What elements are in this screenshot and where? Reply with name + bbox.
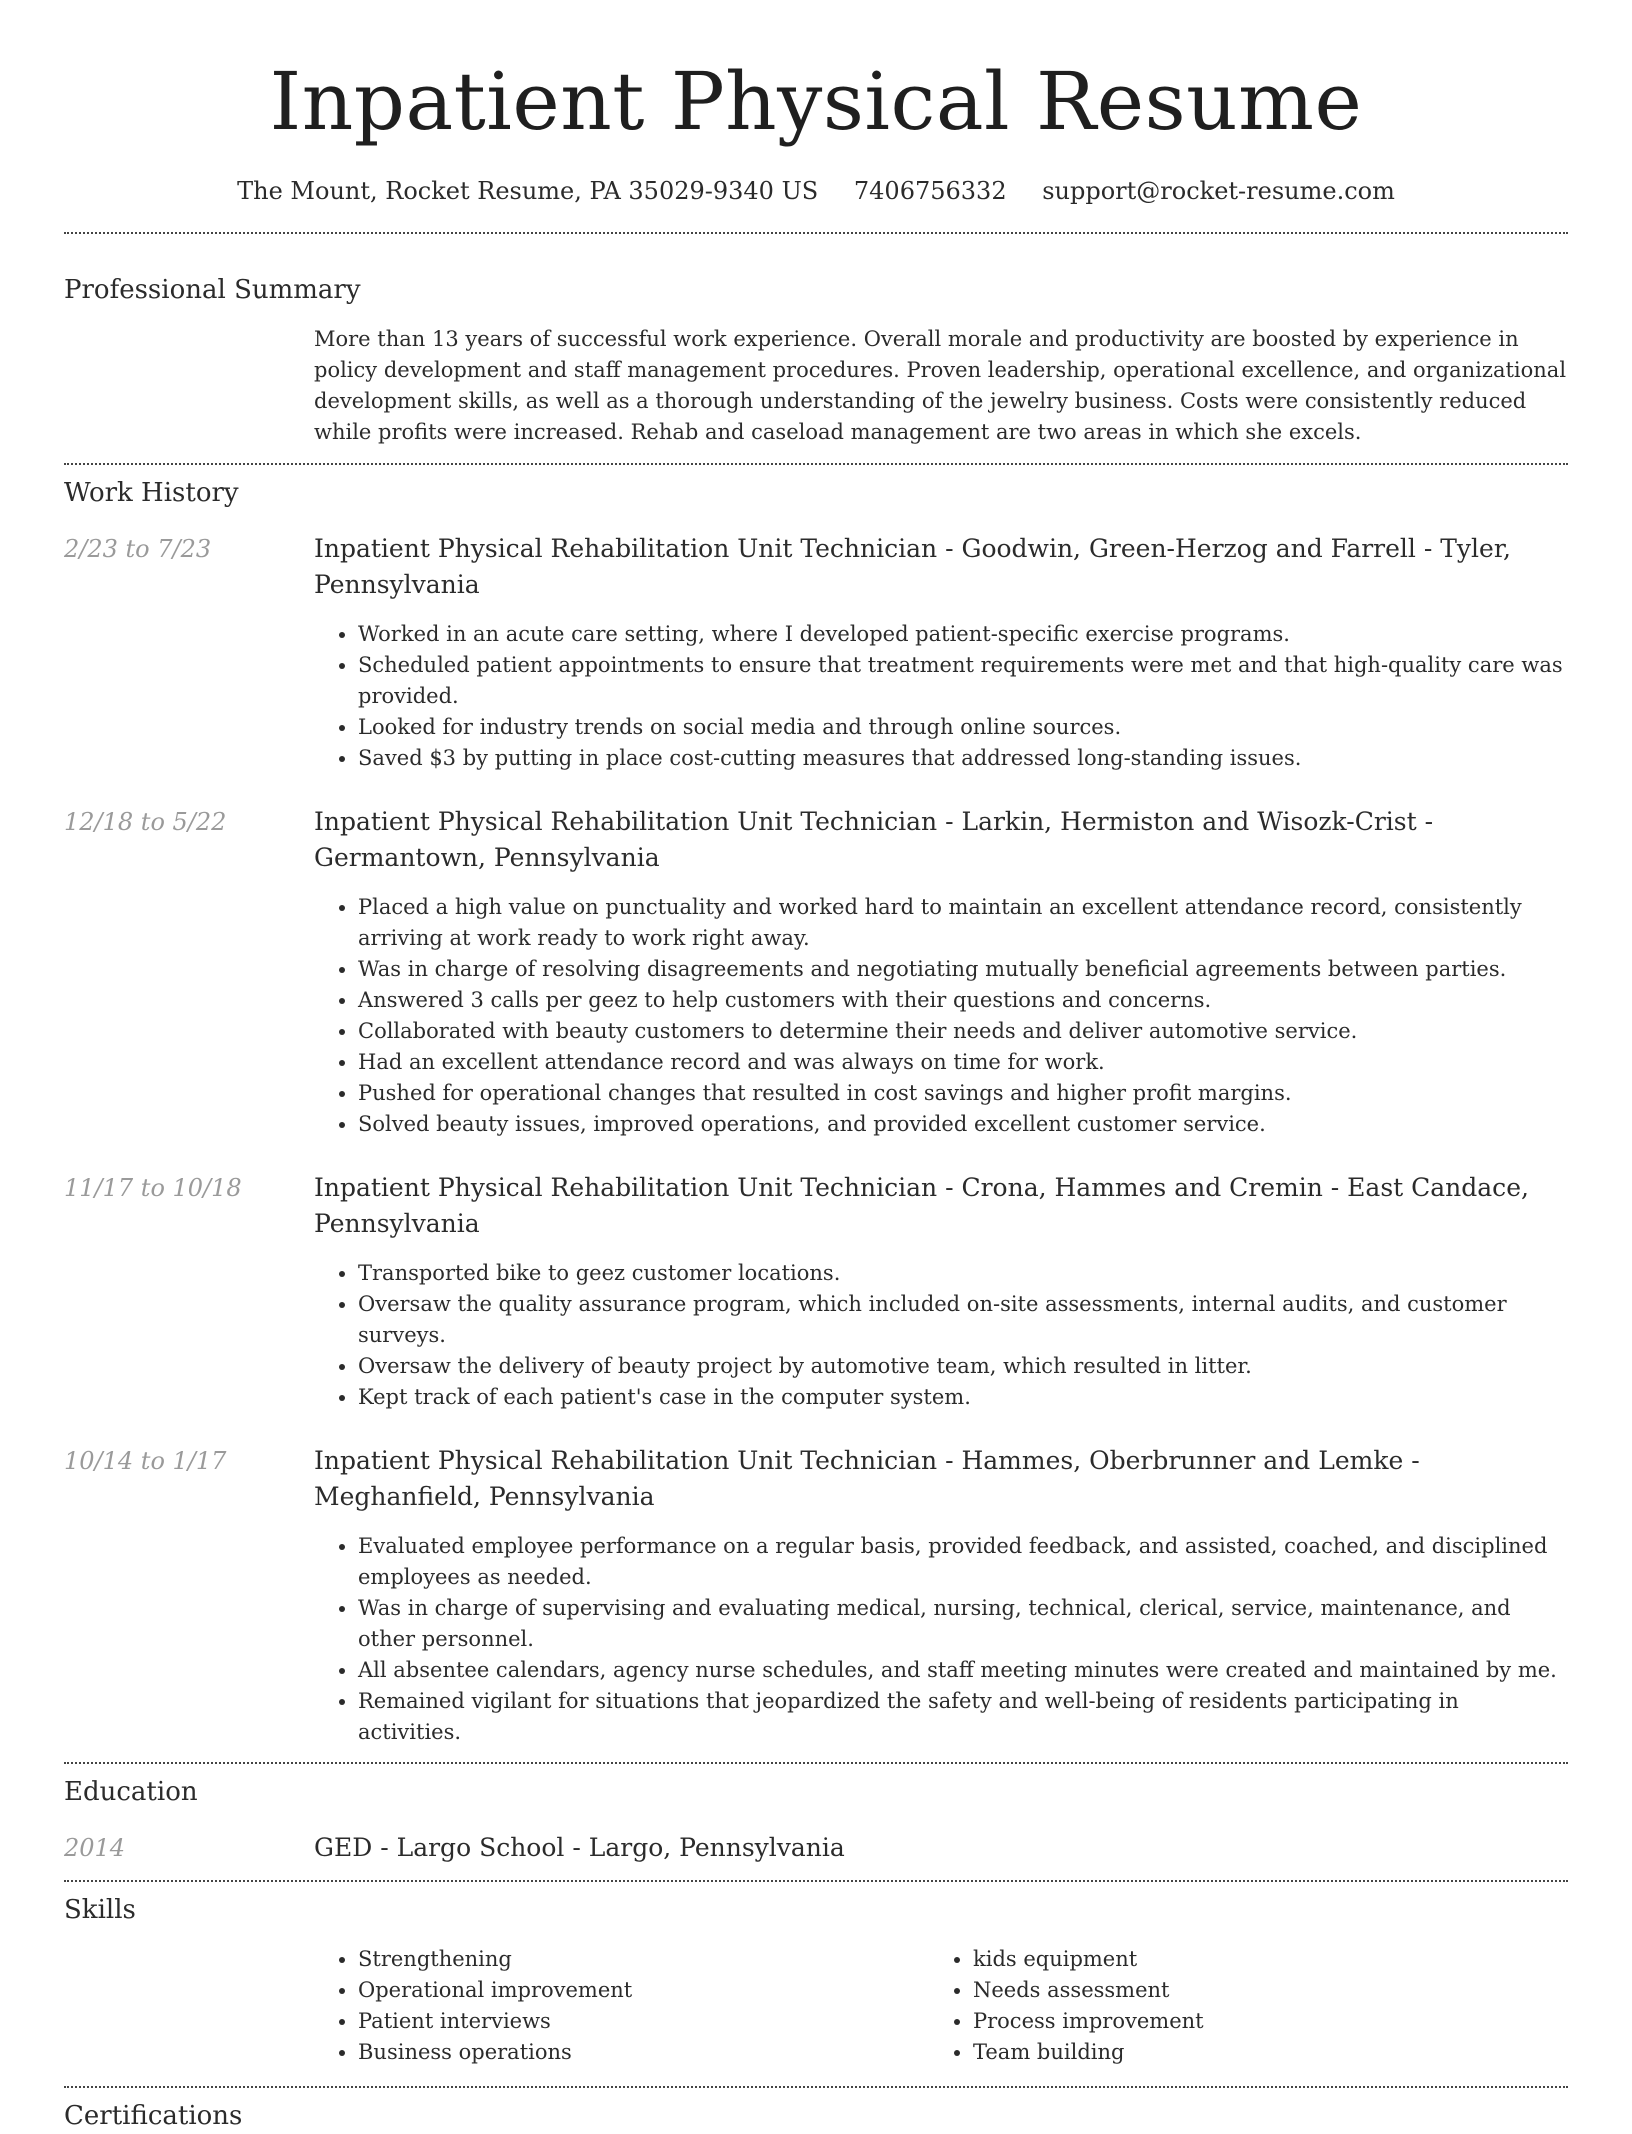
- job-dates: 11/17 to 10/18: [64, 1174, 242, 1202]
- education-title: GED - Largo School - Largo, Pennsylvania: [314, 1833, 845, 1862]
- list-item: • Process improvement: [973, 2006, 1544, 2037]
- education-entry: [64, 1830, 1568, 1866]
- list-item: • Oversaw the delivery of beauty project by automotive team, which resulted in litter.: [358, 1351, 1568, 1382]
- job-bullets: [314, 892, 1568, 1140]
- summary-text: More than 13 years of successful work experience. Overall morale and productivity are boosted by experience in policy development and staff management procedures. Proven leadership, operational excellence, and organizational development skills, as well as a thorough understanding of the jewelry business. Costs were consistently reduced while profits were increased. Rehab and caseload management are two areas in which she excels.: [314, 327, 1567, 444]
- list-item: • Collaborated with beauty customers to determine their needs and deliver automotive service.: [358, 1016, 1568, 1047]
- list-item: • Kept track of each patient's case in the computer system.: [358, 1382, 1568, 1413]
- job-title: Inpatient Physical Rehabilitation Unit Technician - Crona, Hammes and Cremin - East Candace, Pennsylvania: [314, 1173, 1529, 1238]
- list-item: • Needs assessment: [973, 1975, 1544, 2006]
- job-dates: 12/18 to 5/22: [64, 808, 227, 836]
- job-title: Inpatient Physical Rehabilitation Unit Technician - Hammes, Oberbrunner and Lemke - Meghanfield, Pennsylvania: [314, 1446, 1420, 1511]
- skills-column: [314, 1944, 929, 2068]
- job-dates: 2/23 to 7/23: [64, 535, 212, 563]
- job-entry: [64, 1443, 1568, 1748]
- work-history-heading: Work History: [64, 478, 239, 508]
- list-item: • Looked for industry trends on social media and through online sources.: [358, 712, 1568, 743]
- list-item: • Business operations: [358, 2037, 929, 2068]
- skills-row: [64, 1944, 1568, 2068]
- list-item: • Oversaw the quality assurance program, which included on-site assessments, internal audits, and customer surveys.: [358, 1289, 1568, 1351]
- divider: [64, 232, 1568, 234]
- list-item: • All absentee calendars, agency nurse schedules, and staff meeting minutes were created and maintained by me.: [358, 1655, 1568, 1686]
- skills-column: [929, 1944, 1544, 2068]
- list-item: • Had an excellent attendance record and was always on time for work.: [358, 1047, 1568, 1078]
- job-entry: [64, 531, 1568, 774]
- list-item: • Evaluated employee performance on a regular basis, provided feedback, and assisted, coached, and disciplined employees as needed.: [358, 1531, 1568, 1593]
- list-item: • Strengthening: [358, 1944, 929, 1975]
- job-entry: [64, 1170, 1568, 1413]
- divider: [64, 1762, 1568, 1764]
- contact-address: The Mount, Rocket Resume, PA 35029-9340 US: [237, 177, 819, 205]
- list-item: • Operational improvement: [358, 1975, 929, 2006]
- list-item: • Remained vigilant for situations that jeopardized the safety and well-being of residents participating in activities.: [358, 1686, 1568, 1748]
- divider: [64, 463, 1568, 465]
- list-item: • Scheduled patient appointments to ensure that treatment requirements were met and that high-quality care was provided.: [358, 650, 1568, 712]
- list-item: • Was in charge of supervising and evaluating medical, nursing, technical, clerical, service, maintenance, and other personnel.: [358, 1593, 1568, 1655]
- list-item: • kids equipment: [973, 1944, 1544, 1975]
- contact-phone: 7406756332: [853, 177, 1007, 205]
- list-item: • Saved $3 by putting in place cost-cutting measures that addressed long-standing issues.: [358, 743, 1568, 774]
- job-entry: [64, 804, 1568, 1140]
- job-title: Inpatient Physical Rehabilitation Unit Technician - Goodwin, Green-Herzog and Farrell - Tyler, Pennsylvania: [314, 534, 1511, 599]
- list-item: • Team building: [973, 2037, 1544, 2068]
- job-title: Inpatient Physical Rehabilitation Unit Technician - Larkin, Hermiston and Wisozk-Crist - Germantown, Pennsylvania: [314, 807, 1434, 872]
- resume-name: Inpatient Physical Resume: [269, 55, 1363, 148]
- job-dates: 10/14 to 1/17: [64, 1447, 227, 1475]
- job-bullets: [314, 619, 1568, 774]
- summary-row: [64, 324, 1568, 448]
- education-heading: Education: [64, 1777, 198, 1807]
- contact-email: support@rocket-resume.com: [1042, 177, 1395, 205]
- job-bullets: [314, 1531, 1568, 1748]
- divider: [64, 1880, 1568, 1882]
- skills-heading: Skills: [64, 1895, 136, 1925]
- certifications-heading: Certifications: [64, 2101, 243, 2131]
- list-item: • Transported bike to geez customer locations.: [358, 1258, 1568, 1289]
- contact-line: [64, 174, 1568, 208]
- summary-heading: Professional Summary: [64, 275, 361, 305]
- list-item: • Solved beauty issues, improved operations, and provided excellent customer service.: [358, 1109, 1568, 1140]
- divider: [64, 2086, 1568, 2088]
- list-item: • Placed a high value on punctuality and worked hard to maintain an excellent attendance record, consistently arriving at work ready to work right away.: [358, 892, 1568, 954]
- list-item: • Was in charge of resolving disagreements and negotiating mutually beneficial agreements between parties.: [358, 954, 1568, 985]
- skills-list: [314, 1944, 1568, 2068]
- job-bullets: [314, 1258, 1568, 1413]
- list-item: • Answered 3 calls per geez to help customers with their questions and concerns.: [358, 985, 1568, 1016]
- list-item: • Worked in an acute care setting, where I developed patient-specific exercise programs.: [358, 619, 1568, 650]
- education-year: 2014: [64, 1834, 126, 1862]
- list-item: • Pushed for operational changes that resulted in cost savings and higher profit margins.: [358, 1078, 1568, 1109]
- list-item: • Patient interviews: [358, 2006, 929, 2037]
